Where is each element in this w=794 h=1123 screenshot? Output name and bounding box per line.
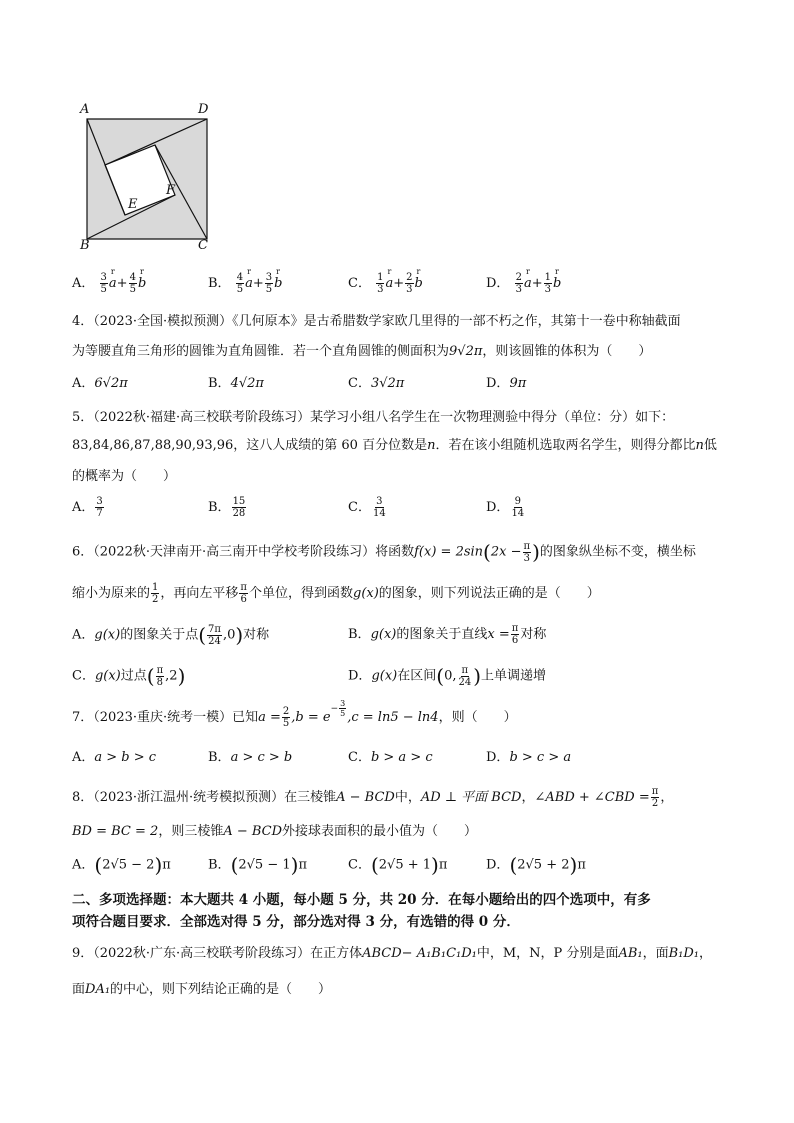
q9-line1: 9．（2022秋·广东·高三校联考阶段练习）在正方体ABCD− A₁B₁C₁D₁中，M，N，P 分别是面AB₁，面B₁D₁， [72, 946, 713, 961]
q5-line2: 83,84,86,87,88,90,93,96，这八人成绩的第 60 百分位数是n．若在该小组随机选取两名学生，则得分都比n低 [72, 438, 717, 453]
q8-line1: 8．（2023·浙江温州·统考模拟预测）在三棱锥A − BCD中，AD ⊥ 平面 BCD，∠ABD + ∠CBD = $\frac{\pi}{2}$ ， [72, 786, 674, 809]
q5-option-c[interactable]: C． $\frac{3}{14}$ [348, 496, 386, 519]
q8-option-a[interactable]: A．(2√5 − 2)π [72, 853, 171, 877]
q6-option-b[interactable]: B．g(x)的图象关于直线x = $\frac{\pi}{6}$ 对称 [348, 623, 547, 646]
q3-option-d[interactable]: D． $\frac{2}{3}$ r a+ $\frac{1}{3}$ r b [486, 267, 562, 295]
q8-option-c[interactable]: C．(2√5 + 1)π [348, 853, 448, 877]
q6-option-c[interactable]: C．g(x)过点( $\frac{\pi}{8}$ ,2) [72, 664, 186, 688]
section-2-line2: 项符合题目要求．全部选对得 5 分，部分选对得 3 分，有选错的得 0 分． [72, 914, 520, 930]
q4-option-b[interactable]: B．4√2π [208, 376, 264, 391]
q4-line1: 4．（2023·全国·模拟预测）《几何原本》是古希腊数学家欧几里得的一部不朽之作，其第十一卷中称轴截面 [72, 314, 681, 329]
q6-option-d[interactable]: D．g(x)在区间(0, $\frac{\pi}{24}$ )上单调递增 [348, 664, 547, 688]
label-B: B [80, 238, 90, 253]
q7-line1: 7．（2023·重庆·统考一模）已知a = $\frac{2}{5}$ $,b = e^{- \frac{3}{5}}$ ,c = ln5 − ln4，则（ ） [72, 699, 517, 729]
label-E: E [128, 197, 138, 212]
q8-line2: BD = BC = 2，则三棱锥A − BCD外接球表面积的最小值为（ ） [72, 824, 478, 839]
section-2-line1: 二、多项选择题：本大题共 4 小题，每小题 5 分，共 20 分．在每小题给出的四个选项中，有多 [72, 892, 651, 908]
q8-option-d[interactable]: D．(2√5 + 2)π [486, 853, 586, 877]
q5-option-d[interactable]: D． $\frac{9}{14}$ [486, 496, 525, 519]
q6-option-a[interactable]: A．g(x)的图象关于点( $\frac{7\pi}{24}$ ,0)对称 [72, 623, 270, 647]
q5-line3: 的概率为（ ） [72, 469, 177, 484]
q5-line1: 5．（2022秋·福建·高三校联考阶段练习）某学习小组八名学生在一次物理测验中得分（单位：分）如下： [72, 410, 675, 425]
q9-line2: 面DA₁的中心，则下列结论正确的是（ ） [72, 982, 332, 997]
q5-option-b[interactable]: B． $\frac{15}{28}$ [208, 496, 246, 519]
q5-option-a[interactable]: A． $\frac{3}{7}$ [72, 496, 103, 519]
q4-option-d[interactable]: D．9π [486, 376, 527, 391]
q4-option-c[interactable]: C．3√2π [348, 376, 405, 391]
label-C: C [198, 238, 208, 253]
q6-line2: 缩小为原来的 $\frac{1}{2}$ ，再向左平移 $\frac{\pi}{6}$ 个单位，得到函数g(x)的图象，则下列说法正确的是（ ） [72, 582, 600, 605]
q7-option-b[interactable]: B．a > c > b [208, 750, 293, 765]
q4-option-a[interactable]: A．6√2π [72, 376, 128, 391]
q3-option-c[interactable]: C． $\frac{1}{3}$ r a+ $\frac{2}{3}$ r b [348, 267, 423, 295]
label-F: F [166, 183, 176, 198]
label-A: A [80, 102, 90, 117]
q4-line2: 为等腰直角三角形的圆锥为直角圆锥．若一个直角圆锥的侧面积为9√2π，则该圆锥的体积为（ ） [72, 344, 652, 359]
q8-option-b[interactable]: B．(2√5 − 1)π [208, 853, 307, 877]
square-diagram [78, 100, 218, 260]
q6-line1: 6．（2022秋·天津南开·高三南开中学校考阶段练习）将函数f(x) = 2sin(2x − $\frac{\pi}{3}$ )的图象纵坐标不变，横坐标 [72, 540, 696, 564]
square-figure [78, 100, 218, 260]
label-D: D [198, 102, 209, 117]
q7-option-a[interactable]: A．a > b > c [72, 750, 157, 765]
q3-option-b[interactable]: B． $\frac{4}{5}$ r a+ $\frac{3}{5}$ r b [208, 267, 283, 295]
q7-option-d[interactable]: D．b > c > a [486, 750, 572, 765]
q3-option-a[interactable]: A． $\frac{3}{5}$ r a+ $\frac{4}{5}$ r b [72, 267, 147, 295]
q7-option-c[interactable]: C．b > a > c [348, 750, 433, 765]
